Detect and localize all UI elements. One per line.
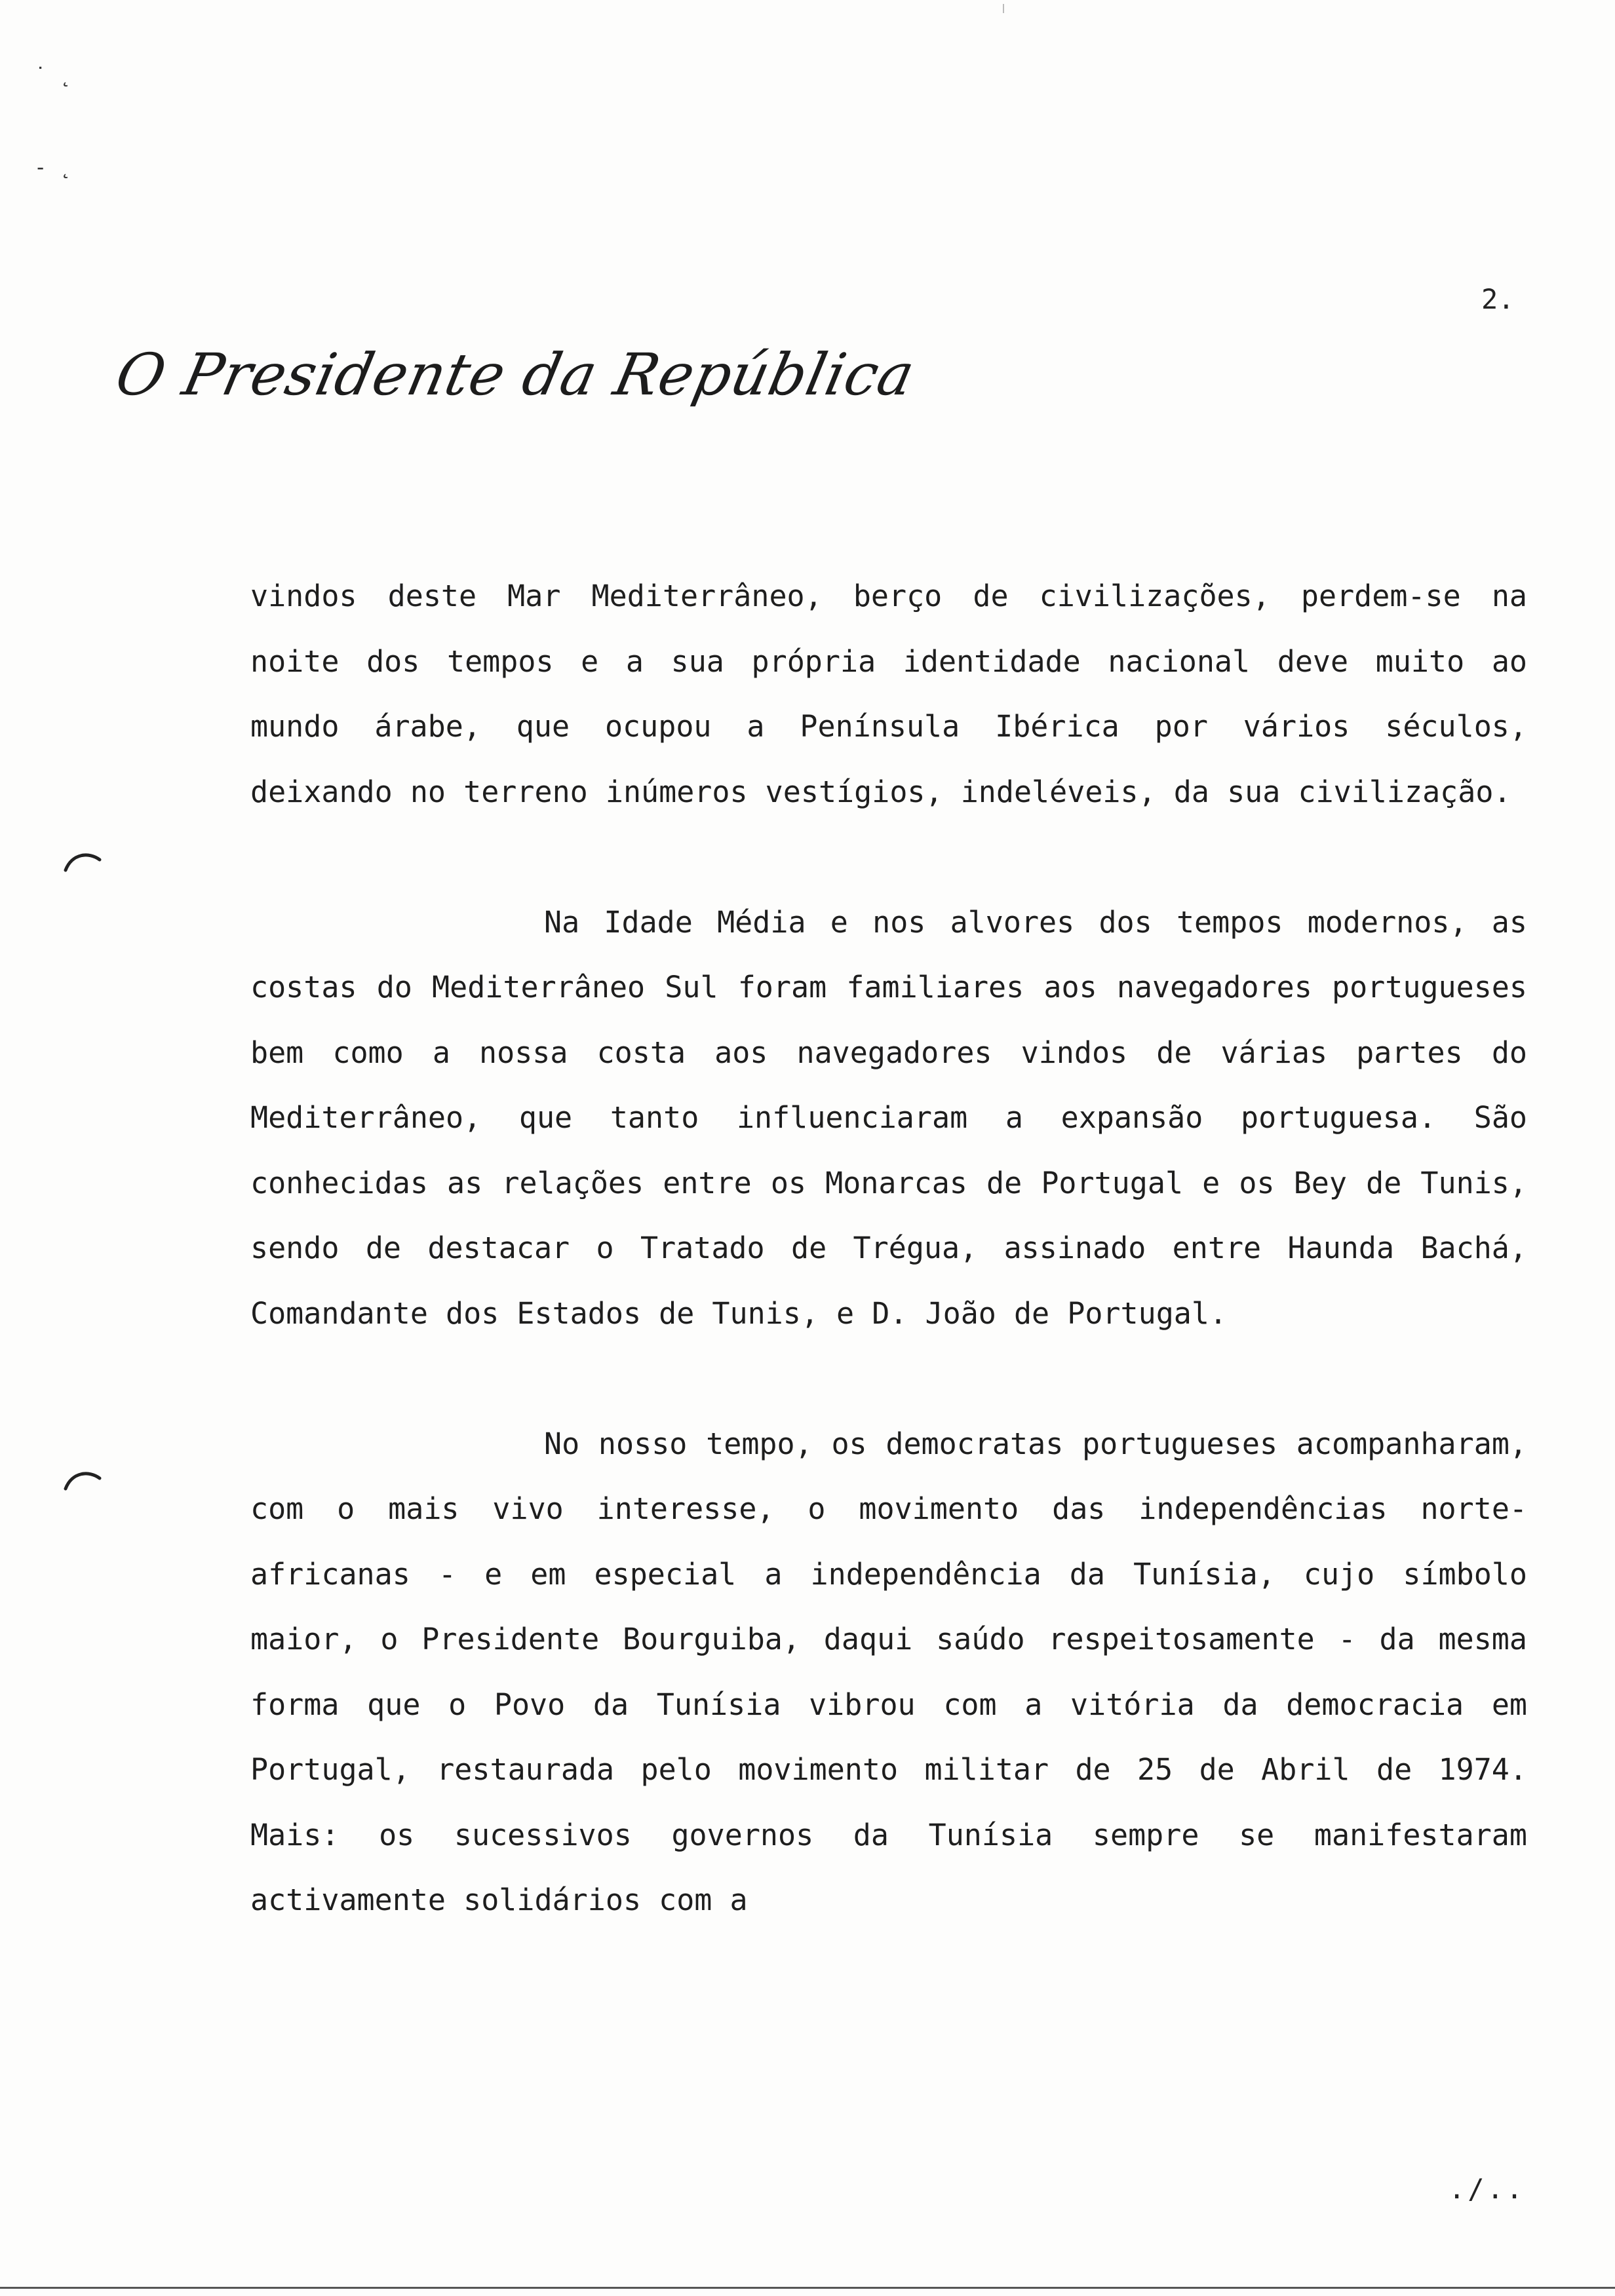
page-bottom-edge — [0, 2287, 1615, 2289]
letterhead — [110, 341, 921, 426]
letterhead-title: O Presidente da República — [110, 341, 921, 408]
continuation-mark: ./.. — [1449, 2173, 1526, 2205]
scan-speck — [1003, 4, 1004, 13]
hole-punch-mark — [63, 847, 102, 873]
paragraph-3: No nosso tempo, os democratas portugueses acompanharam, com o mais vivo interesse, o movimento das independências norte-africanas - e em especial a independência da Tunísia, cujo símbolo maior, o Presidente Bourguiba, daqui saúdo respeitosamente - da mesma forma que o Povo da Tunísia vibrou com a vitória da democracia em Portugal, restaurada pelo movimento militar de 25 de Abril de 1974. Mais: os sucessivos governos da Tunísia sempre se manifestaram activamente solidários com a — [250, 1426, 1527, 1917]
body-text — [250, 564, 1527, 1933]
hole-punch-mark — [63, 1465, 102, 1491]
margin-tick-mark: - ˛ — [34, 155, 72, 180]
margin-tick-mark: ˙ ˛ — [34, 63, 72, 88]
paragraph-1: vindos deste Mar Mediterrâneo, berço de civilizações, perdem-se na noite dos tempos e a sua própria identidade nacional deve muito ao mundo árabe, que ocupou a Península Ibérica por vários séculos, deixando no terreno inúmeros vestígios, indeléveis, da sua civilização. — [250, 579, 1527, 809]
page-number: 2. — [1481, 283, 1515, 315]
paragraph-2: Na Idade Média e nos alvores dos tempos modernos, as costas do Mediterrâneo Sul foram familiares aos navegadores portugueses bem como a nossa costa aos navegadores vindos de várias partes do Mediterrâneo, que tanto influenciaram a expansão portuguesa. São conhecidas as relações entre os Monarcas de Portugal e os Bey de Tunis, sendo de destacar o Tratado de Trégua, assinado entre Haunda Bachá, Comandante dos Estados de Tunis, e D. João de Portugal. — [250, 904, 1527, 1331]
